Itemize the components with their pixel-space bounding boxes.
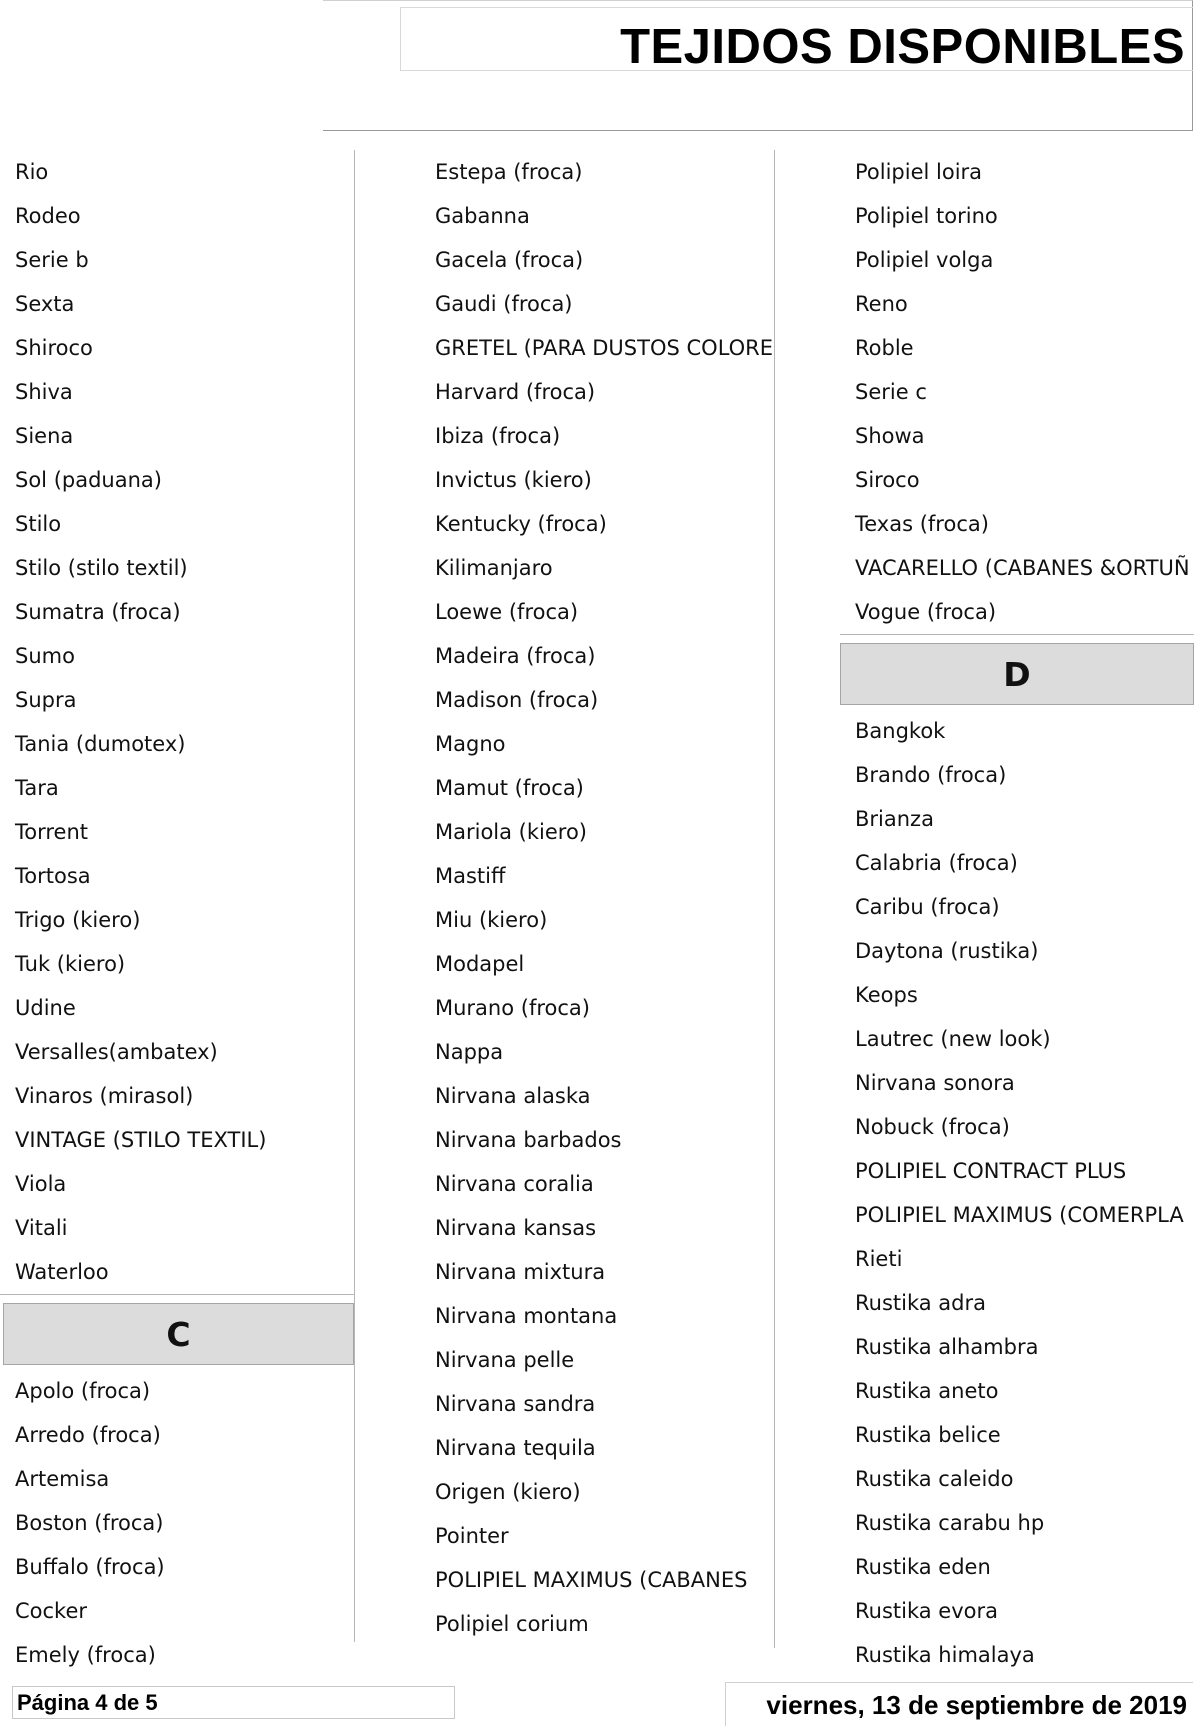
list-item: Emely (froca) — [15, 1643, 156, 1667]
list-item: Texas (froca) — [855, 512, 989, 536]
list-item: Rustika aneto — [855, 1379, 999, 1403]
list-item: Nirvana sandra — [435, 1392, 596, 1416]
list-item: Nappa — [435, 1040, 504, 1064]
list-item: Viola — [15, 1172, 67, 1196]
list-item: Kentucky (froca) — [435, 512, 607, 536]
list-item: Nobuck (froca) — [855, 1115, 1010, 1139]
list-item: Mamut (froca) — [435, 776, 584, 800]
list-item: Serie b — [15, 248, 89, 272]
list-item: Stilo — [15, 512, 62, 536]
entry-list — [840, 709, 1194, 1677]
list-item: Daytona (rustika) — [855, 939, 1039, 963]
entry-list — [0, 1369, 354, 1677]
list-item: Sumatra (froca) — [15, 600, 181, 624]
footer-page-box — [12, 1686, 455, 1719]
list-item: Bangkok — [855, 719, 946, 743]
list-item: Sumo — [15, 644, 75, 668]
entry-list — [840, 150, 1194, 634]
list-item: Showa — [855, 424, 925, 448]
list-item: Invictus (kiero) — [435, 468, 592, 492]
list-item: VACARELLO (CABANES &ORTUÑ — [855, 556, 1190, 580]
list-item: Sol (paduana) — [15, 468, 162, 492]
page-number: Página 4 de 5 — [17, 1690, 158, 1715]
list-item: POLIPIEL MAXIMUS (CABANES — [435, 1568, 748, 1592]
section-header-d: D — [840, 643, 1194, 705]
list-item: Miu (kiero) — [435, 908, 548, 932]
list-item: Calabria (froca) — [855, 851, 1018, 875]
list-item: Stilo (stilo textil) — [15, 556, 188, 580]
list-item: Murano (froca) — [435, 996, 590, 1020]
list-item: Nirvana montana — [435, 1304, 618, 1328]
list-item: Polipiel volga — [855, 248, 994, 272]
list-item: Lautrec (new look) — [855, 1027, 1051, 1051]
list-item: Roble — [855, 336, 914, 360]
list-item: Artemisa — [15, 1467, 110, 1491]
list-item: Origen (kiero) — [435, 1480, 581, 1504]
list-item: Gaudi (froca) — [435, 292, 573, 316]
list-item: Pointer — [435, 1524, 509, 1548]
list-item: Polipiel torino — [855, 204, 998, 228]
list-item: Rustika alhambra — [855, 1335, 1039, 1359]
list-item: Tania (dumotex) — [15, 732, 186, 756]
list-item: Modapel — [435, 952, 525, 976]
list-item: Apolo (froca) — [15, 1379, 151, 1403]
column-2 — [420, 150, 775, 1648]
list-item: Serie c — [855, 380, 927, 404]
entry-list — [0, 150, 354, 1294]
list-item: Ibiza (froca) — [435, 424, 561, 448]
list-item: Siena — [15, 424, 74, 448]
entry-list — [420, 150, 774, 1646]
list-item: Madison (froca) — [435, 688, 599, 712]
list-item: Arredo (froca) — [15, 1423, 161, 1447]
list-item: Shiroco — [15, 336, 93, 360]
list-item: Vitali — [15, 1216, 68, 1240]
list-item: Rustika evora — [855, 1599, 999, 1623]
list-item: Cocker — [15, 1599, 88, 1623]
list-item: Nirvana barbados — [435, 1128, 622, 1152]
list-item: Boston (froca) — [15, 1511, 164, 1535]
list-item: Rieti — [855, 1247, 903, 1271]
list-item: GRETEL (PARA DUSTOS COLORE — [435, 336, 774, 360]
list-item: Vogue (froca) — [855, 600, 997, 624]
list-item: Tortosa — [15, 864, 91, 888]
list-item: Versalles(ambatex) — [15, 1040, 218, 1064]
list-item: Tara — [15, 776, 59, 800]
list-item: Nirvana sonora — [855, 1071, 1015, 1095]
list-item: Nirvana coralia — [435, 1172, 594, 1196]
list-item: Nirvana mixtura — [435, 1260, 606, 1284]
footer-date: viernes, 13 de septiembre de 2019 — [766, 1690, 1187, 1720]
column-1 — [0, 150, 355, 1667]
list-item: VINTAGE (STILO TEXTIL) — [15, 1128, 267, 1152]
list-item: Udine — [15, 996, 76, 1020]
list-item: Supra — [15, 688, 77, 712]
list-item: Madeira (froca) — [435, 644, 596, 668]
list-item: Magno — [435, 732, 506, 756]
list-item: Buffalo (froca) — [15, 1555, 165, 1579]
list-item: Rustika carabu hp — [855, 1511, 1045, 1535]
list-item: Mastiff — [435, 864, 506, 888]
list-item: Nirvana tequila — [435, 1436, 596, 1460]
list-item: Brianza — [855, 807, 934, 831]
list-item: Brando (froca) — [855, 763, 1007, 787]
page-title: TEJIDOS DISPONIBLES — [620, 20, 1185, 74]
list-item: Rio — [15, 160, 49, 184]
list-item: Shiva — [15, 380, 73, 404]
list-item: Loewe (froca) — [435, 600, 579, 624]
list-item: Rodeo — [15, 204, 81, 228]
list-item: Rustika caleido — [855, 1467, 1014, 1491]
section-header-c: C — [3, 1303, 354, 1365]
list-item: Nirvana pelle — [435, 1348, 575, 1372]
list-item: Keops — [855, 983, 918, 1007]
list-item: Kilimanjaro — [435, 556, 553, 580]
list-item: Rustika belice — [855, 1423, 1001, 1447]
list-item: Harvard (froca) — [435, 380, 596, 404]
list-item: Tuk (kiero) — [15, 952, 126, 976]
list-item: Mariola (kiero) — [435, 820, 588, 844]
list-item: Polipiel loira — [855, 160, 983, 184]
column-3 — [840, 150, 1194, 1677]
list-item: Nirvana alaska — [435, 1084, 591, 1108]
list-item: Gacela (froca) — [435, 248, 584, 272]
list-item: Waterloo — [15, 1260, 109, 1284]
list-item: Rustika adra — [855, 1291, 987, 1315]
list-item: Nirvana kansas — [435, 1216, 597, 1240]
list-item: Trigo (kiero) — [15, 908, 141, 932]
list-item: POLIPIEL MAXIMUS (COMERPLA — [855, 1203, 1184, 1227]
list-item: Caribu (froca) — [855, 895, 1000, 919]
list-item: Siroco — [855, 468, 920, 492]
title-frame — [400, 7, 1193, 74]
list-item: Rustika eden — [855, 1555, 991, 1579]
list-item: Torrent — [15, 820, 89, 844]
list-item: Vinaros (mirasol) — [15, 1084, 194, 1108]
list-item: Polipiel corium — [435, 1612, 589, 1636]
list-item: Estepa (froca) — [435, 160, 583, 184]
list-item: Rustika himalaya — [855, 1643, 1035, 1667]
list-item: Reno — [855, 292, 908, 316]
footer-date-box — [725, 1682, 1193, 1726]
list-item: Gabanna — [435, 204, 530, 228]
list-item: POLIPIEL CONTRACT PLUS — [855, 1159, 1127, 1183]
list-item: Sexta — [15, 292, 75, 316]
